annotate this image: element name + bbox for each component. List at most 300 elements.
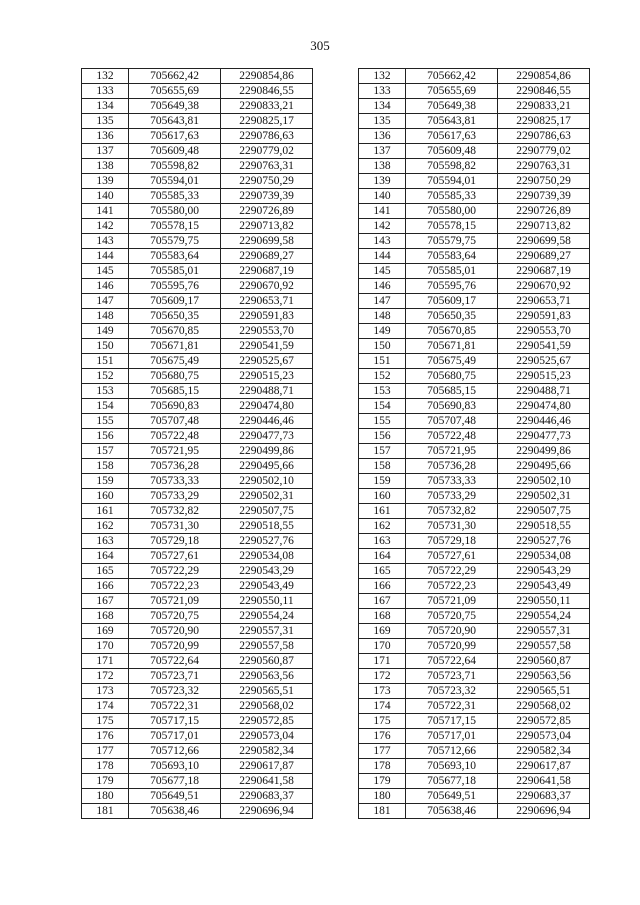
right-x-coordinate-cell: 705662,42 <box>406 69 498 84</box>
left-y-coordinate-cell: 2290553,70 <box>221 324 313 339</box>
right-x-coordinate-cell: 705733,33 <box>406 474 498 489</box>
left-x-coordinate-cell: 705650,35 <box>129 309 221 324</box>
right-point-number-cell: 151 <box>359 354 406 369</box>
left-y-coordinate-cell: 2290699,58 <box>221 234 313 249</box>
left-point-number-cell: 175 <box>82 714 129 729</box>
column-separator <box>313 444 359 459</box>
right-point-number-cell: 156 <box>359 429 406 444</box>
right-x-coordinate-cell: 705617,63 <box>406 129 498 144</box>
right-x-coordinate-cell: 705720,75 <box>406 609 498 624</box>
right-y-coordinate-cell: 2290502,10 <box>498 474 590 489</box>
left-y-coordinate-cell: 2290499,86 <box>221 444 313 459</box>
table-row <box>82 174 590 189</box>
left-point-number-cell: 143 <box>82 234 129 249</box>
right-y-coordinate-cell: 2290477,73 <box>498 429 590 444</box>
left-point-number-cell: 139 <box>82 174 129 189</box>
right-x-coordinate-cell: 705671,81 <box>406 339 498 354</box>
right-y-coordinate-cell: 2290763,31 <box>498 159 590 174</box>
right-point-number-cell: 177 <box>359 744 406 759</box>
column-separator <box>313 234 359 249</box>
right-x-coordinate-cell: 705707,48 <box>406 414 498 429</box>
column-separator <box>313 639 359 654</box>
right-x-coordinate-cell: 705731,30 <box>406 519 498 534</box>
table-row <box>82 579 590 594</box>
right-x-coordinate-cell: 705722,64 <box>406 654 498 669</box>
right-y-coordinate-cell: 2290565,51 <box>498 684 590 699</box>
left-y-coordinate-cell: 2290572,85 <box>221 714 313 729</box>
table-row <box>82 219 590 234</box>
table-row <box>82 279 590 294</box>
left-x-coordinate-cell: 705722,29 <box>129 564 221 579</box>
right-point-number-cell: 180 <box>359 789 406 804</box>
right-x-coordinate-cell: 705727,61 <box>406 549 498 564</box>
left-x-coordinate-cell: 705717,15 <box>129 714 221 729</box>
left-point-number-cell: 133 <box>82 84 129 99</box>
table-row <box>82 339 590 354</box>
table-row <box>82 324 590 339</box>
left-point-number-cell: 176 <box>82 729 129 744</box>
table-row <box>82 669 590 684</box>
left-y-coordinate-cell: 2290560,87 <box>221 654 313 669</box>
right-y-coordinate-cell: 2290550,11 <box>498 594 590 609</box>
left-point-number-cell: 168 <box>82 609 129 624</box>
left-y-coordinate-cell: 2290846,55 <box>221 84 313 99</box>
right-point-number-cell: 132 <box>359 69 406 84</box>
right-point-number-cell: 161 <box>359 504 406 519</box>
column-separator <box>313 384 359 399</box>
column-separator <box>313 429 359 444</box>
left-point-number-cell: 155 <box>82 414 129 429</box>
right-x-coordinate-cell: 705585,33 <box>406 189 498 204</box>
left-y-coordinate-cell: 2290689,27 <box>221 249 313 264</box>
table-row <box>82 264 590 279</box>
table-row <box>82 519 590 534</box>
left-x-coordinate-cell: 705585,33 <box>129 189 221 204</box>
left-y-coordinate-cell: 2290568,02 <box>221 699 313 714</box>
right-point-number-cell: 162 <box>359 519 406 534</box>
right-y-coordinate-cell: 2290683,37 <box>498 789 590 804</box>
left-point-number-cell: 132 <box>82 69 129 84</box>
right-y-coordinate-cell: 2290696,94 <box>498 804 590 819</box>
right-point-number-cell: 175 <box>359 714 406 729</box>
left-point-number-cell: 177 <box>82 744 129 759</box>
column-separator <box>313 309 359 324</box>
column-separator <box>313 84 359 99</box>
right-y-coordinate-cell: 2290553,70 <box>498 324 590 339</box>
column-separator <box>313 624 359 639</box>
right-point-number-cell: 165 <box>359 564 406 579</box>
left-x-coordinate-cell: 705671,81 <box>129 339 221 354</box>
left-x-coordinate-cell: 705649,38 <box>129 99 221 114</box>
right-y-coordinate-cell: 2290499,86 <box>498 444 590 459</box>
column-separator <box>313 684 359 699</box>
right-y-coordinate-cell: 2290726,89 <box>498 204 590 219</box>
left-y-coordinate-cell: 2290525,67 <box>221 354 313 369</box>
column-separator <box>313 159 359 174</box>
right-point-number-cell: 137 <box>359 144 406 159</box>
right-y-coordinate-cell: 2290641,58 <box>498 774 590 789</box>
right-x-coordinate-cell: 705690,83 <box>406 399 498 414</box>
left-x-coordinate-cell: 705733,29 <box>129 489 221 504</box>
right-point-number-cell: 152 <box>359 369 406 384</box>
column-separator <box>313 669 359 684</box>
left-x-coordinate-cell: 705580,00 <box>129 204 221 219</box>
right-x-coordinate-cell: 705595,76 <box>406 279 498 294</box>
right-x-coordinate-cell: 705680,75 <box>406 369 498 384</box>
right-x-coordinate-cell: 705638,46 <box>406 804 498 819</box>
column-separator <box>313 564 359 579</box>
left-point-number-cell: 169 <box>82 624 129 639</box>
right-y-coordinate-cell: 2290541,59 <box>498 339 590 354</box>
table-row <box>82 459 590 474</box>
left-point-number-cell: 134 <box>82 99 129 114</box>
right-point-number-cell: 164 <box>359 549 406 564</box>
left-y-coordinate-cell: 2290683,37 <box>221 789 313 804</box>
left-point-number-cell: 163 <box>82 534 129 549</box>
right-point-number-cell: 154 <box>359 399 406 414</box>
table-row <box>82 474 590 489</box>
left-point-number-cell: 142 <box>82 219 129 234</box>
left-y-coordinate-cell: 2290507,75 <box>221 504 313 519</box>
column-separator <box>313 579 359 594</box>
right-point-number-cell: 168 <box>359 609 406 624</box>
column-separator <box>313 459 359 474</box>
right-y-coordinate-cell: 2290739,39 <box>498 189 590 204</box>
left-x-coordinate-cell: 705722,48 <box>129 429 221 444</box>
right-x-coordinate-cell: 705579,75 <box>406 234 498 249</box>
right-point-number-cell: 171 <box>359 654 406 669</box>
left-x-coordinate-cell: 705727,61 <box>129 549 221 564</box>
right-point-number-cell: 149 <box>359 324 406 339</box>
left-x-coordinate-cell: 705731,30 <box>129 519 221 534</box>
right-point-number-cell: 148 <box>359 309 406 324</box>
table-row <box>82 234 590 249</box>
right-x-coordinate-cell: 705583,64 <box>406 249 498 264</box>
table-row <box>82 249 590 264</box>
left-x-coordinate-cell: 705677,18 <box>129 774 221 789</box>
left-y-coordinate-cell: 2290541,59 <box>221 339 313 354</box>
left-point-number-cell: 181 <box>82 804 129 819</box>
table-row <box>82 159 590 174</box>
column-separator <box>313 99 359 114</box>
right-y-coordinate-cell: 2290713,82 <box>498 219 590 234</box>
column-separator <box>313 354 359 369</box>
left-y-coordinate-cell: 2290557,31 <box>221 624 313 639</box>
column-separator <box>313 519 359 534</box>
left-point-number-cell: 147 <box>82 294 129 309</box>
left-x-coordinate-cell: 705638,46 <box>129 804 221 819</box>
table-row <box>82 759 590 774</box>
left-x-coordinate-cell: 705693,10 <box>129 759 221 774</box>
right-point-number-cell: 133 <box>359 84 406 99</box>
left-y-coordinate-cell: 2290750,29 <box>221 174 313 189</box>
right-point-number-cell: 166 <box>359 579 406 594</box>
right-point-number-cell: 136 <box>359 129 406 144</box>
table-row <box>82 294 590 309</box>
right-point-number-cell: 174 <box>359 699 406 714</box>
right-x-coordinate-cell: 705580,00 <box>406 204 498 219</box>
left-y-coordinate-cell: 2290550,11 <box>221 594 313 609</box>
right-y-coordinate-cell: 2290779,02 <box>498 144 590 159</box>
left-point-number-cell: 145 <box>82 264 129 279</box>
right-x-coordinate-cell: 705609,48 <box>406 144 498 159</box>
table-row <box>82 714 590 729</box>
left-x-coordinate-cell: 705707,48 <box>129 414 221 429</box>
left-x-coordinate-cell: 705609,48 <box>129 144 221 159</box>
left-point-number-cell: 153 <box>82 384 129 399</box>
left-point-number-cell: 180 <box>82 789 129 804</box>
table-row <box>82 804 590 819</box>
left-y-coordinate-cell: 2290687,19 <box>221 264 313 279</box>
table-row <box>82 69 590 84</box>
left-x-coordinate-cell: 705675,49 <box>129 354 221 369</box>
left-x-coordinate-cell: 705720,90 <box>129 624 221 639</box>
right-y-coordinate-cell: 2290474,80 <box>498 399 590 414</box>
left-x-coordinate-cell: 705722,23 <box>129 579 221 594</box>
right-point-number-cell: 146 <box>359 279 406 294</box>
left-x-coordinate-cell: 705617,63 <box>129 129 221 144</box>
right-point-number-cell: 140 <box>359 189 406 204</box>
right-point-number-cell: 134 <box>359 99 406 114</box>
left-y-coordinate-cell: 2290670,92 <box>221 279 313 294</box>
left-y-coordinate-cell: 2290786,63 <box>221 129 313 144</box>
left-point-number-cell: 148 <box>82 309 129 324</box>
right-point-number-cell: 150 <box>359 339 406 354</box>
left-x-coordinate-cell: 705712,66 <box>129 744 221 759</box>
right-point-number-cell: 163 <box>359 534 406 549</box>
right-point-number-cell: 145 <box>359 264 406 279</box>
left-point-number-cell: 172 <box>82 669 129 684</box>
coordinates-table <box>81 68 590 819</box>
left-y-coordinate-cell: 2290518,55 <box>221 519 313 534</box>
left-point-number-cell: 136 <box>82 129 129 144</box>
right-y-coordinate-cell: 2290846,55 <box>498 84 590 99</box>
left-point-number-cell: 146 <box>82 279 129 294</box>
table-row <box>82 564 590 579</box>
right-x-coordinate-cell: 705649,38 <box>406 99 498 114</box>
left-x-coordinate-cell: 705736,28 <box>129 459 221 474</box>
right-y-coordinate-cell: 2290557,31 <box>498 624 590 639</box>
left-x-coordinate-cell: 705583,64 <box>129 249 221 264</box>
left-point-number-cell: 160 <box>82 489 129 504</box>
left-y-coordinate-cell: 2290713,82 <box>221 219 313 234</box>
left-point-number-cell: 137 <box>82 144 129 159</box>
table-row <box>82 729 590 744</box>
column-separator <box>313 144 359 159</box>
left-y-coordinate-cell: 2290554,24 <box>221 609 313 624</box>
left-point-number-cell: 179 <box>82 774 129 789</box>
column-separator <box>313 399 359 414</box>
left-y-coordinate-cell: 2290563,56 <box>221 669 313 684</box>
table-row <box>82 369 590 384</box>
table-row <box>82 99 590 114</box>
right-point-number-cell: 178 <box>359 759 406 774</box>
left-y-coordinate-cell: 2290833,21 <box>221 99 313 114</box>
right-y-coordinate-cell: 2290786,63 <box>498 129 590 144</box>
right-y-coordinate-cell: 2290825,17 <box>498 114 590 129</box>
left-x-coordinate-cell: 705721,09 <box>129 594 221 609</box>
right-x-coordinate-cell: 705717,01 <box>406 729 498 744</box>
table-row <box>82 414 590 429</box>
left-x-coordinate-cell: 705598,82 <box>129 159 221 174</box>
right-point-number-cell: 160 <box>359 489 406 504</box>
right-point-number-cell: 158 <box>359 459 406 474</box>
left-point-number-cell: 151 <box>82 354 129 369</box>
right-y-coordinate-cell: 2290515,23 <box>498 369 590 384</box>
column-separator <box>313 504 359 519</box>
right-x-coordinate-cell: 705722,31 <box>406 699 498 714</box>
left-y-coordinate-cell: 2290591,83 <box>221 309 313 324</box>
left-y-coordinate-cell: 2290696,94 <box>221 804 313 819</box>
column-separator <box>313 69 359 84</box>
left-x-coordinate-cell: 705655,69 <box>129 84 221 99</box>
column-separator <box>313 489 359 504</box>
right-y-coordinate-cell: 2290527,76 <box>498 534 590 549</box>
right-x-coordinate-cell: 705733,29 <box>406 489 498 504</box>
right-x-coordinate-cell: 705717,15 <box>406 714 498 729</box>
table-row <box>82 789 590 804</box>
table-row <box>82 84 590 99</box>
left-y-coordinate-cell: 2290502,31 <box>221 489 313 504</box>
left-y-coordinate-cell: 2290446,46 <box>221 414 313 429</box>
left-x-coordinate-cell: 705670,85 <box>129 324 221 339</box>
column-separator <box>313 759 359 774</box>
right-point-number-cell: 170 <box>359 639 406 654</box>
left-y-coordinate-cell: 2290543,29 <box>221 564 313 579</box>
right-y-coordinate-cell: 2290560,87 <box>498 654 590 669</box>
column-separator <box>313 204 359 219</box>
left-point-number-cell: 161 <box>82 504 129 519</box>
left-x-coordinate-cell: 705720,99 <box>129 639 221 654</box>
right-y-coordinate-cell: 2290554,24 <box>498 609 590 624</box>
right-point-number-cell: 144 <box>359 249 406 264</box>
left-x-coordinate-cell: 705722,64 <box>129 654 221 669</box>
column-separator <box>313 294 359 309</box>
right-y-coordinate-cell: 2290568,02 <box>498 699 590 714</box>
left-x-coordinate-cell: 705643,81 <box>129 114 221 129</box>
right-y-coordinate-cell: 2290518,55 <box>498 519 590 534</box>
right-y-coordinate-cell: 2290582,34 <box>498 744 590 759</box>
left-point-number-cell: 140 <box>82 189 129 204</box>
right-y-coordinate-cell: 2290534,08 <box>498 549 590 564</box>
right-point-number-cell: 179 <box>359 774 406 789</box>
right-y-coordinate-cell: 2290543,49 <box>498 579 590 594</box>
right-x-coordinate-cell: 705693,10 <box>406 759 498 774</box>
left-y-coordinate-cell: 2290854,86 <box>221 69 313 84</box>
column-separator <box>313 774 359 789</box>
right-y-coordinate-cell: 2290507,75 <box>498 504 590 519</box>
table-row <box>82 384 590 399</box>
right-point-number-cell: 141 <box>359 204 406 219</box>
left-point-number-cell: 164 <box>82 549 129 564</box>
left-point-number-cell: 156 <box>82 429 129 444</box>
table-row <box>82 444 590 459</box>
right-x-coordinate-cell: 705598,82 <box>406 159 498 174</box>
right-point-number-cell: 172 <box>359 669 406 684</box>
right-y-coordinate-cell: 2290572,85 <box>498 714 590 729</box>
table-row <box>82 504 590 519</box>
column-separator <box>313 549 359 564</box>
left-x-coordinate-cell: 705723,32 <box>129 684 221 699</box>
left-y-coordinate-cell: 2290726,89 <box>221 204 313 219</box>
right-x-coordinate-cell: 705722,48 <box>406 429 498 444</box>
table-row <box>82 684 590 699</box>
column-separator <box>313 594 359 609</box>
left-x-coordinate-cell: 705585,01 <box>129 264 221 279</box>
left-x-coordinate-cell: 705595,76 <box>129 279 221 294</box>
right-y-coordinate-cell: 2290750,29 <box>498 174 590 189</box>
right-x-coordinate-cell: 705578,15 <box>406 219 498 234</box>
left-point-number-cell: 178 <box>82 759 129 774</box>
right-y-coordinate-cell: 2290833,21 <box>498 99 590 114</box>
table-row <box>82 144 590 159</box>
left-y-coordinate-cell: 2290495,66 <box>221 459 313 474</box>
left-x-coordinate-cell: 705579,75 <box>129 234 221 249</box>
left-x-coordinate-cell: 705690,83 <box>129 399 221 414</box>
right-x-coordinate-cell: 705720,90 <box>406 624 498 639</box>
table-row <box>82 624 590 639</box>
left-point-number-cell: 154 <box>82 399 129 414</box>
right-y-coordinate-cell: 2290557,58 <box>498 639 590 654</box>
right-x-coordinate-cell: 705722,23 <box>406 579 498 594</box>
right-y-coordinate-cell: 2290495,66 <box>498 459 590 474</box>
right-y-coordinate-cell: 2290573,04 <box>498 729 590 744</box>
left-y-coordinate-cell: 2290573,04 <box>221 729 313 744</box>
left-x-coordinate-cell: 705578,15 <box>129 219 221 234</box>
right-y-coordinate-cell: 2290563,56 <box>498 669 590 684</box>
table-row <box>82 189 590 204</box>
right-x-coordinate-cell: 705732,82 <box>406 504 498 519</box>
right-y-coordinate-cell: 2290502,31 <box>498 489 590 504</box>
right-point-number-cell: 155 <box>359 414 406 429</box>
left-x-coordinate-cell: 705720,75 <box>129 609 221 624</box>
column-separator <box>313 744 359 759</box>
column-separator <box>313 114 359 129</box>
column-separator <box>313 279 359 294</box>
right-x-coordinate-cell: 705720,99 <box>406 639 498 654</box>
right-y-coordinate-cell: 2290591,83 <box>498 309 590 324</box>
column-separator <box>313 714 359 729</box>
left-x-coordinate-cell: 705723,71 <box>129 669 221 684</box>
right-y-coordinate-cell: 2290525,67 <box>498 354 590 369</box>
right-y-coordinate-cell: 2290617,87 <box>498 759 590 774</box>
column-separator <box>313 609 359 624</box>
left-y-coordinate-cell: 2290779,02 <box>221 144 313 159</box>
table-row <box>82 654 590 669</box>
right-x-coordinate-cell: 705670,85 <box>406 324 498 339</box>
right-x-coordinate-cell: 705723,32 <box>406 684 498 699</box>
left-x-coordinate-cell: 705680,75 <box>129 369 221 384</box>
left-y-coordinate-cell: 2290763,31 <box>221 159 313 174</box>
left-y-coordinate-cell: 2290502,10 <box>221 474 313 489</box>
right-y-coordinate-cell: 2290446,46 <box>498 414 590 429</box>
right-point-number-cell: 147 <box>359 294 406 309</box>
left-y-coordinate-cell: 2290825,17 <box>221 114 313 129</box>
right-x-coordinate-cell: 705650,35 <box>406 309 498 324</box>
left-x-coordinate-cell: 705733,33 <box>129 474 221 489</box>
right-y-coordinate-cell: 2290689,27 <box>498 249 590 264</box>
right-x-coordinate-cell: 705685,15 <box>406 384 498 399</box>
column-separator <box>313 654 359 669</box>
column-separator <box>313 789 359 804</box>
left-point-number-cell: 152 <box>82 369 129 384</box>
left-x-coordinate-cell: 705729,18 <box>129 534 221 549</box>
right-x-coordinate-cell: 705723,71 <box>406 669 498 684</box>
left-point-number-cell: 165 <box>82 564 129 579</box>
column-separator <box>313 414 359 429</box>
column-separator <box>313 189 359 204</box>
right-y-coordinate-cell: 2290687,19 <box>498 264 590 279</box>
